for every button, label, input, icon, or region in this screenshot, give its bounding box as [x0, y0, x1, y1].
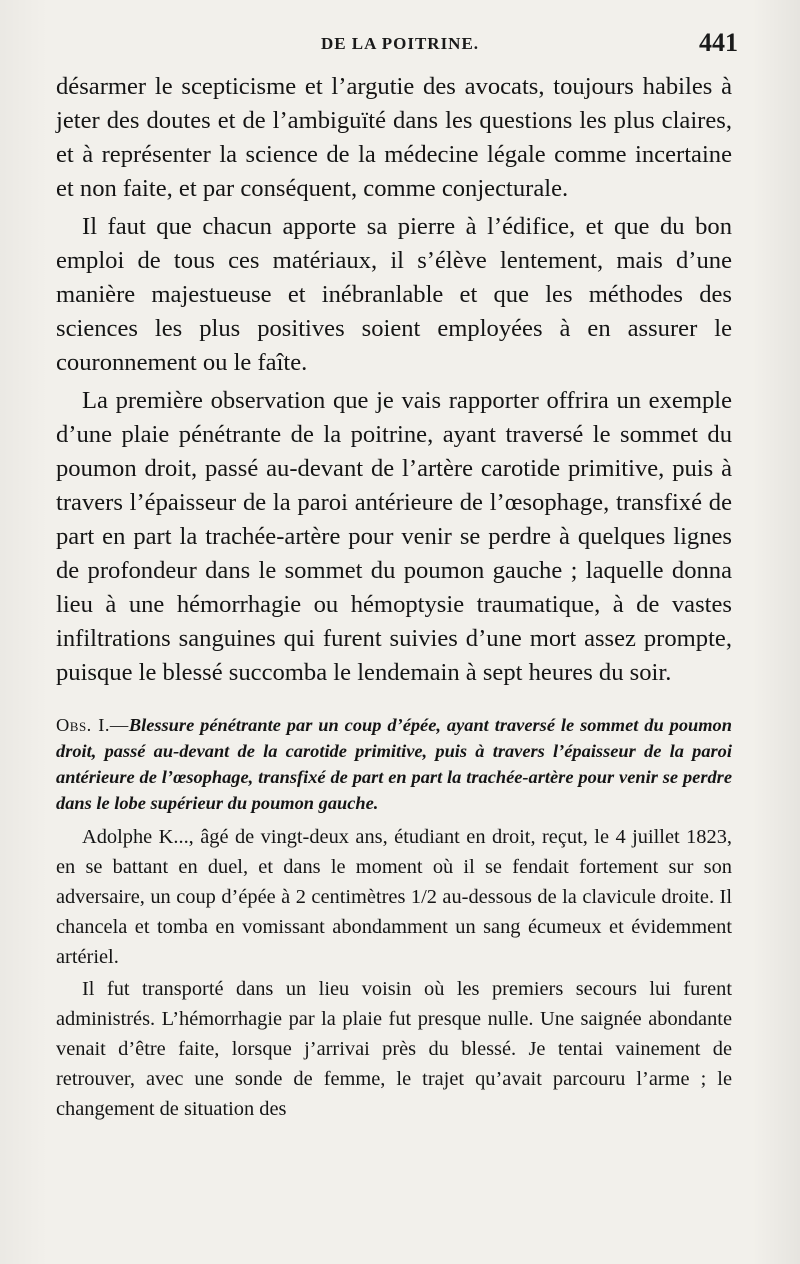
case-paragraph: Adolphe K..., âgé de vingt-deux ans, étudiant en droit, reçut, le 4 juillet 1823, en se battant en duel, et dans le moment où il se fendait fortement sur son adversaire, un coup d’épée à 2 centimètres 1/2 au-dessous de la clavicule droite. Il chancela et tomba en vomissant abondamment un sang écumeux et évidemment artériel.	[56, 826, 732, 968]
page-header	[0, 28, 800, 62]
observation-description: Blessure pénétrante par un coup d’épée, ayant traversé le sommet du poumon droit, passé au-devant de la carotide primitive, puis à travers l’épaisseur de la paroi antérieure de l’œsophage, transfixé de part en part la trachée-artère pour venir se perdre dans le lobe supérieur du poumon gauche.	[56, 715, 732, 813]
observation-label: Obs. I.—	[56, 715, 129, 735]
body-text	[56, 70, 732, 1126]
case-paragraph: Il fut transporté dans un lieu voisin où les premiers secours lui furent administrés. L’hémorrhagie par la plaie fut presque nulle. Une saignée abondante venait d’être faite, lorsque j’arrivai près du blessé. Je tentai vainement de retrouver, avec une sonde de femme, le trajet qu’avait parcouru l’arme ; le changement de situation des	[56, 978, 732, 1120]
page-number: 441	[699, 28, 738, 57]
paragraph-continuation: désarmer le scepticisme et l’argutie des avocats, toujours habiles à jeter des doutes et de l’ambiguïté dans les questions les plus claires, et à représenter la science de la médecine légale comme incertaine et non faite, et par conséquent, comme conjecturale.	[56, 73, 732, 202]
paragraph: Il faut que chacun apporte sa pierre à l’édifice, et que du bon emploi de tous ces matériaux, il s’élève lentement, mais d’une manière majestueuse et inébranlable et que les méthodes des sciences les plus positives soient employées à en assurer le couronnement ou le faîte.	[56, 213, 732, 376]
paragraph: La première observation que je vais rapporter offrira un exemple d’une plaie pénétrante de la poitrine, ayant traversé le sommet du poumon droit, passé au-devant de l’artère carotide primitive, puis à travers l’épaisseur de la paroi antérieure de l’œsophage, transfixé de part en part la trachée-artère pour venir se perdre à quelques lignes de profondeur dans le sommet du poumon gauche ; laquelle donna lieu à une hémorrhagie ou hémoptysie traumatique, à de vastes infiltrations sanguines qui furent suivies d’une mort assez prompte, puisque le blessé succomba le lendemain à sept heures du soir.	[56, 387, 732, 686]
observation-heading	[56, 712, 732, 816]
running-title: DE LA POITRINE.	[320, 34, 480, 53]
